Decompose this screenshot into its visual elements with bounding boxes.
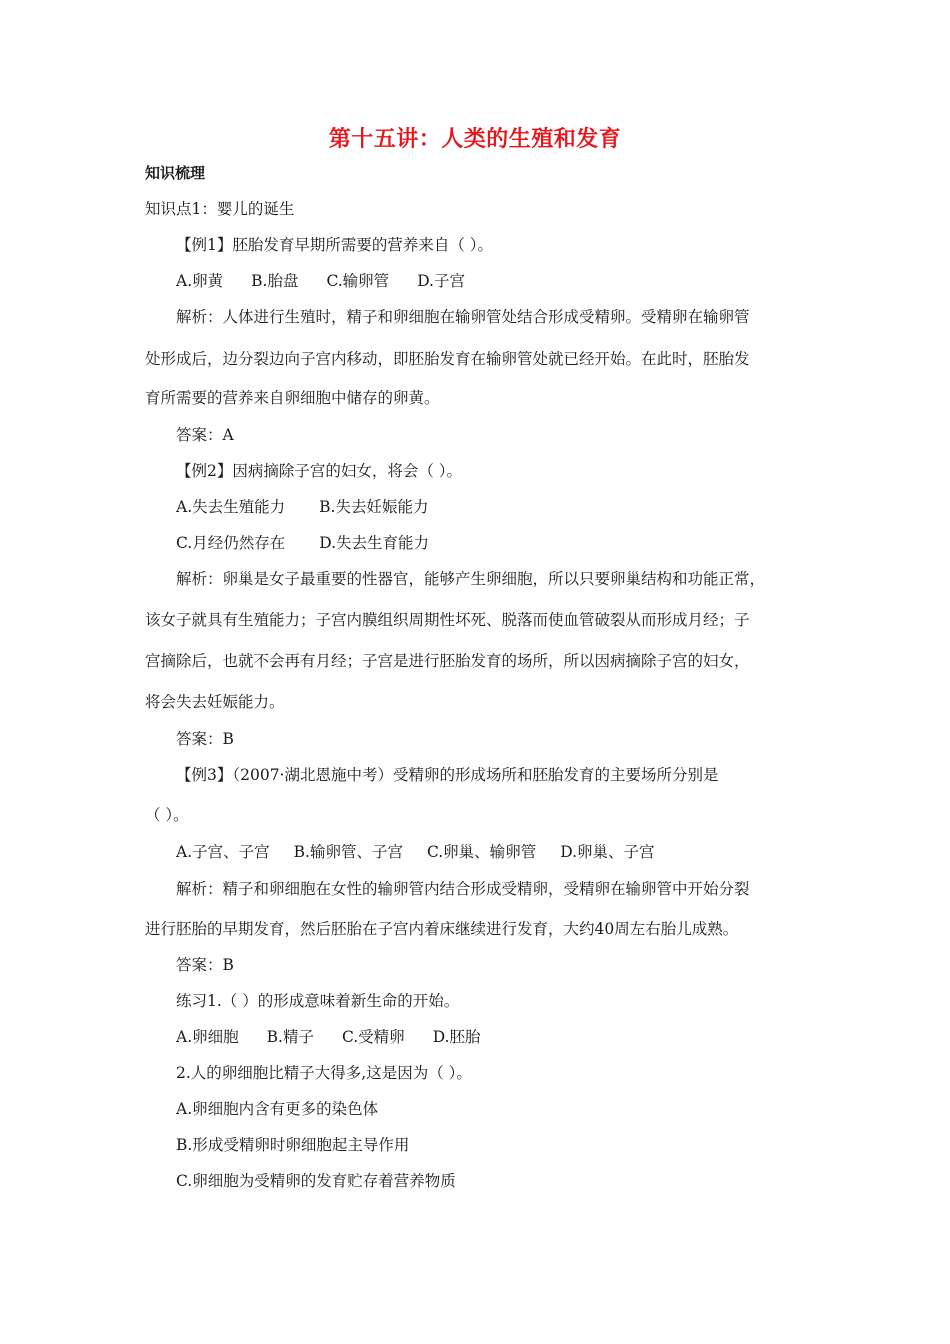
example-3-options: [176, 842, 655, 862]
option-b: B.失去妊娠能力: [319, 498, 429, 516]
option-c: C.输卵管: [326, 272, 390, 290]
option-c: C.月经仍然存在: [176, 534, 286, 552]
option-c: C.受精卵: [341, 1028, 405, 1046]
example-2-analysis-line: 将会失去妊娠能力。: [145, 693, 285, 711]
example-2-answer: 答案：B: [176, 730, 234, 748]
practice-2-option-b: B.形成受精卵时卵细胞起主导作用: [176, 1136, 410, 1154]
example-3-answer: 答案：B: [176, 956, 234, 974]
example-2-options-row-2: [176, 533, 429, 553]
practice-2-question: 2.人的卵细胞比精子大得多,这是因为（ ）。: [176, 1064, 472, 1082]
example-2-analysis-line: 宫摘除后，也就不会再有月经；子宫是进行胚胎发育的场所，所以因病摘除子宫的妇女，: [145, 652, 750, 670]
example-3-analysis-line: 解析：精子和卵细胞在女性的输卵管内结合形成受精卵，受精卵在输卵管中开始分裂: [176, 880, 750, 898]
practice-2-option-c: C.卵细胞为受精卵的发育贮存着营养物质: [176, 1172, 456, 1190]
example-1-options: [176, 271, 465, 291]
option-b: B.输卵管、子宫: [293, 843, 403, 861]
option-d: D.卵巢、子宫: [560, 843, 655, 861]
option-c: C.卵巢、输卵管: [426, 843, 537, 861]
option-d: D.失去生育能力: [319, 534, 430, 552]
knowledge-point-1: 知识点1：婴儿的诞生: [145, 200, 295, 218]
example-2-options-row-1: [176, 497, 428, 517]
page-title: 第十五讲：人类的生殖和发育: [328, 127, 622, 152]
example-1-analysis-line: 处形成后，边分裂边向子宫内移动，即胚胎发育在输卵管处就已经开始。在此时，胚胎发: [145, 350, 750, 368]
example-3-analysis-line: 进行胚胎的早期发育，然后胚胎在子宫内着床继续进行发育，大约40周左右胎儿成熟。: [145, 920, 739, 938]
option-b: B.精子: [266, 1028, 314, 1046]
option-a: A.失去生殖能力: [176, 498, 286, 516]
example-1-analysis-line: 育所需要的营养来自卵细胞中储存的卵黄。: [145, 389, 440, 407]
option-a: A.卵黄: [176, 272, 224, 290]
option-b: B.胎盘: [251, 272, 299, 290]
practice-1-question: 练习1.（ ）的形成意味着新生命的开始。: [176, 992, 460, 1010]
example-2-analysis-line: 该女子就具有生殖能力；子宫内膜组织周期性坏死、脱落而使血管破裂从而形成月经；子: [145, 611, 750, 629]
example-1-analysis-line: 解析：人体进行生殖时，精子和卵细胞在输卵管处结合形成受精卵。受精卵在输卵管: [176, 308, 750, 326]
option-d: D.胚胎: [432, 1028, 481, 1046]
option-a: A.卵细胞: [176, 1028, 239, 1046]
option-d: D.子宫: [417, 272, 465, 290]
example-2-question: 【例2】因病摘除子宫的妇女，将会（ ）。: [176, 462, 463, 480]
example-2-analysis-line: 解析：卵巢是女子最重要的性器官，能够产生卵细胞，所以只要卵巢结构和功能正常，: [176, 570, 766, 588]
option-a: A.子宫、子宫: [176, 843, 270, 861]
example-1-answer: 答案：A: [176, 426, 234, 444]
practice-2-option-a: A.卵细胞内含有更多的染色体: [176, 1100, 379, 1118]
example-3-question: 【例3】（2007·湖北恩施中考）受精卵的形成场所和胚胎发育的主要场所分别是: [176, 766, 719, 784]
example-1-question: 【例1】胚胎发育早期所需要的营养来自（ ）。: [176, 236, 494, 254]
section-heading: 知识梳理: [145, 164, 206, 182]
practice-1-options: [176, 1027, 481, 1047]
example-3-question-cont: （ ）。: [145, 806, 189, 824]
